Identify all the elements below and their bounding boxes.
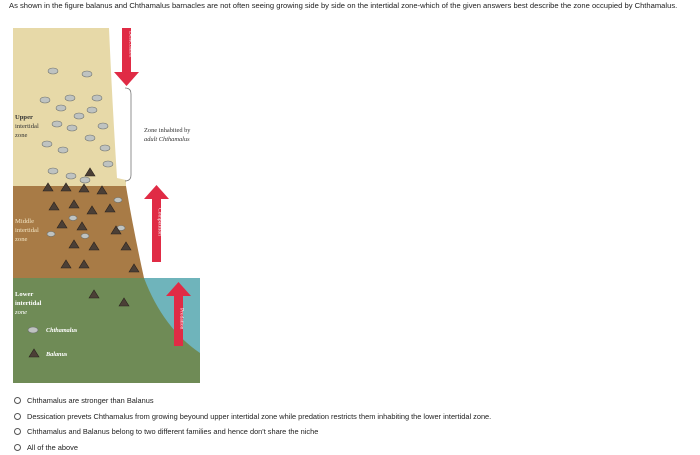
legend-balanus: Balanus	[45, 351, 68, 358]
svg-text:Competition: Competition	[157, 208, 163, 236]
annotation-line-1: Zone inhabited by	[144, 127, 191, 134]
radio-button[interactable]	[14, 397, 21, 404]
intertidal-figure	[13, 28, 200, 383]
competition-arrow	[144, 185, 169, 262]
answer-label: Chthamalus and Balanus belong to two different families and hence don't share the niche	[27, 427, 318, 436]
radio-button[interactable]	[14, 428, 21, 435]
desiccation-arrow	[114, 28, 139, 86]
answer-option-2[interactable]	[14, 409, 694, 425]
answer-label: Chthamalus are stronger than Balanus	[27, 396, 154, 405]
legend-chthamalus: Chthamalus	[46, 327, 78, 334]
radio-button[interactable]	[14, 413, 21, 420]
lower-zone-label: Lower	[15, 291, 33, 298]
lower-zone-label-3: zone	[14, 309, 27, 316]
middle-zone-label: Middle	[15, 218, 34, 225]
zone-bracket	[125, 88, 131, 181]
middle-zone-label-3: zone	[15, 236, 28, 243]
answer-option-3[interactable]	[14, 424, 694, 440]
svg-text:Predation: Predation	[179, 308, 185, 330]
radio-button[interactable]	[14, 444, 21, 451]
question-text: As shown in the figure balanus and Chthamalus barnacles are not often seeing growing side by side on the intertidal zone-which of the given answers best describe the zone occupied by Chthamalus.	[9, 1, 694, 11]
middle-zone-label-2: intertidal	[15, 227, 39, 234]
svg-text:Desiccation: Desiccation	[128, 31, 134, 58]
upper-zone-label-2: intertidal	[15, 123, 39, 130]
answer-label: Dessication prevets Chthamalus from growing beyound upper intertidal zone while predation restricts them inhabiting the lower intertidal zone.	[27, 412, 491, 421]
answer-label: All of the above	[27, 443, 78, 452]
answer-option-1[interactable]	[14, 393, 694, 409]
annotation-line-2: adult Chthamalus	[144, 136, 190, 143]
upper-zone-label: Upper	[15, 114, 33, 121]
answer-list	[14, 393, 694, 455]
lower-zone-label-2: intertidal	[15, 300, 42, 307]
upper-zone-label-3: zone	[15, 132, 28, 139]
answer-option-4[interactable]	[14, 440, 694, 455]
